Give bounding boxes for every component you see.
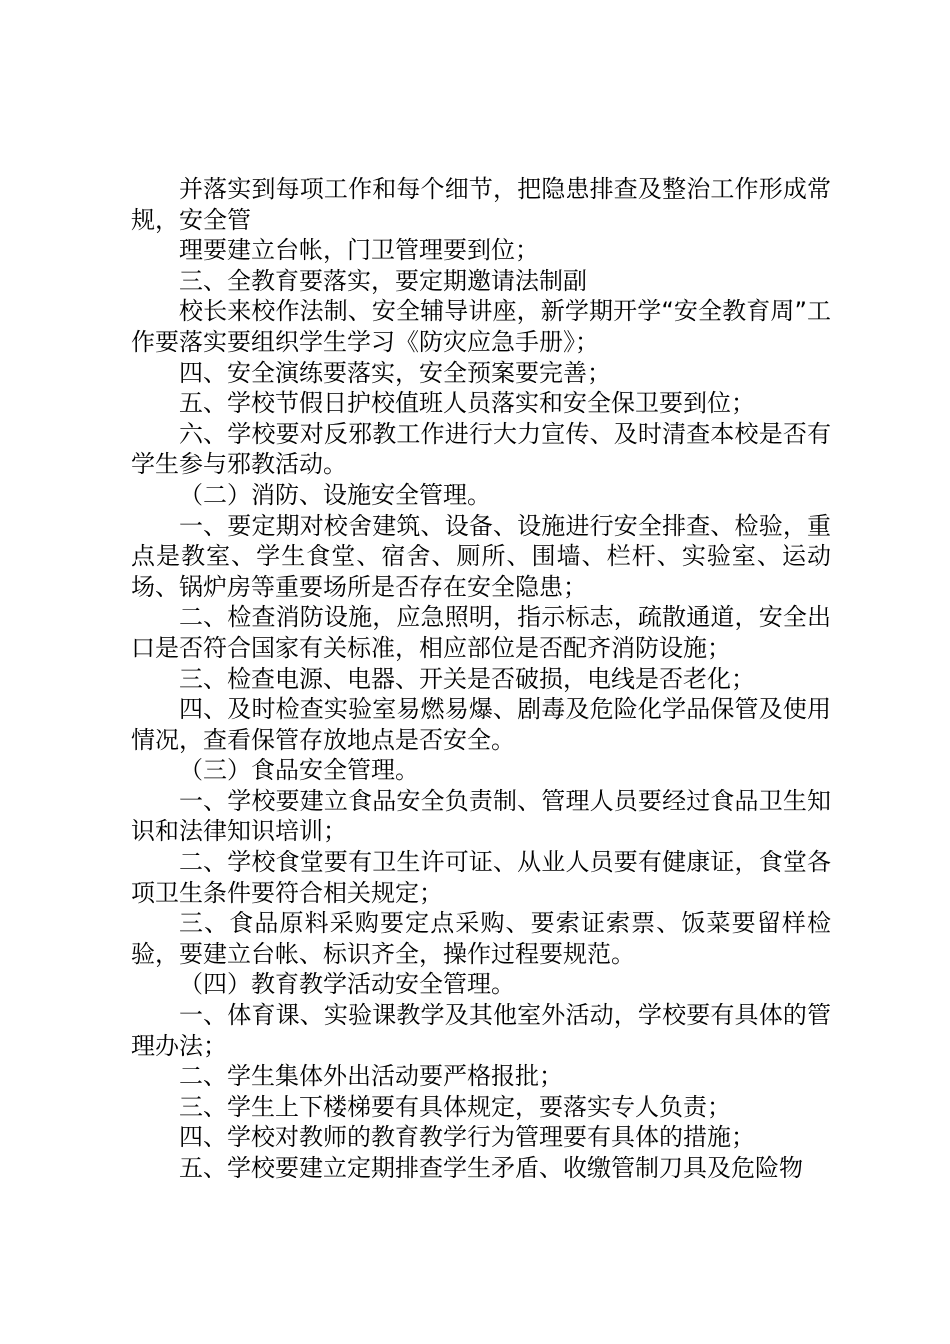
paragraph: 二、检查消防设施，应急照明，指示标志，疏散通道，安全出口是否符合国家有关标准，相应部位是否配齐消防设施； bbox=[131, 603, 831, 662]
paragraph: 一、体育课、实验课教学及其他室外活动，学校要有具体的管理办法； bbox=[131, 1001, 831, 1060]
paragraph: 三、全教育要落实，要定期邀请法制副 bbox=[179, 266, 587, 295]
paragraph: 三、食品原料采购要定点采购、要索证索票、饭菜要留样检验，要建立台帐、标识齐全，操作过程要规范。 bbox=[131, 909, 831, 968]
paragraph: 五、学校要建立定期排查学生矛盾、收缴管制刀具及危险物 bbox=[179, 1154, 803, 1182]
paragraph: 并落实到每项工作和每个细节，把隐患排查及整治工作形成常规，安全管 bbox=[131, 175, 831, 234]
paragraph: 三、检查电源、电器、开关是否破损，电线是否老化； bbox=[179, 664, 755, 693]
paragraph: 五、学校节假日护校值班人员落实和安全保卫要到位； bbox=[179, 389, 755, 418]
paragraph: 四、安全演练要落实，安全预案要完善； bbox=[179, 358, 611, 387]
section-heading: （二）消防、设施安全管理。 bbox=[179, 480, 491, 509]
section-heading: （三）食品安全管理。 bbox=[179, 756, 419, 785]
paragraph: 一、要定期对校舍建筑、设备、设施进行安全排查、检验，重点是教室、学生食堂、宿舍、厕所、围墙、栏杆、实验室、运动场、锅炉房等重要场所是否存在安全隐患； bbox=[131, 511, 831, 601]
paragraph: 四、学校对教师的教育教学行为管理要有具体的措施； bbox=[179, 1123, 755, 1152]
section-heading: （四）教育教学活动安全管理。 bbox=[179, 970, 515, 999]
paragraph: 三、学生上下楼梯要有具体规定，要落实专人负责； bbox=[179, 1092, 731, 1121]
paragraph: 六、学校要对反邪教工作进行大力宣传、及时清查本校是否有学生参与邪教活动。 bbox=[131, 419, 831, 479]
paragraph: 校长来校作法制、安全辅导讲座，新学期开学“安全教育周”工作要落实要组织学生学习《防灾应急手册》； bbox=[131, 297, 831, 356]
paragraph: 四、及时检查实验室易燃易爆、剧毒及危险化学品保管及使用情况，查看保管存放地点是否安全。 bbox=[131, 695, 831, 754]
paragraph: 一、学校要建立食品安全负责制、管理人员要经过食品卫生知识和法律知识培训； bbox=[131, 786, 831, 846]
paragraph: 二、学生集体外出活动要严格报批； bbox=[179, 1062, 563, 1091]
paragraph: 二、学校食堂要有卫生许可证、从业人员要有健康证，食堂各项卫生条件要符合相关规定； bbox=[131, 848, 831, 907]
paragraph: 理要建立台帐，门卫管理要到位； bbox=[179, 236, 539, 265]
document-body bbox=[131, 174, 831, 1184]
